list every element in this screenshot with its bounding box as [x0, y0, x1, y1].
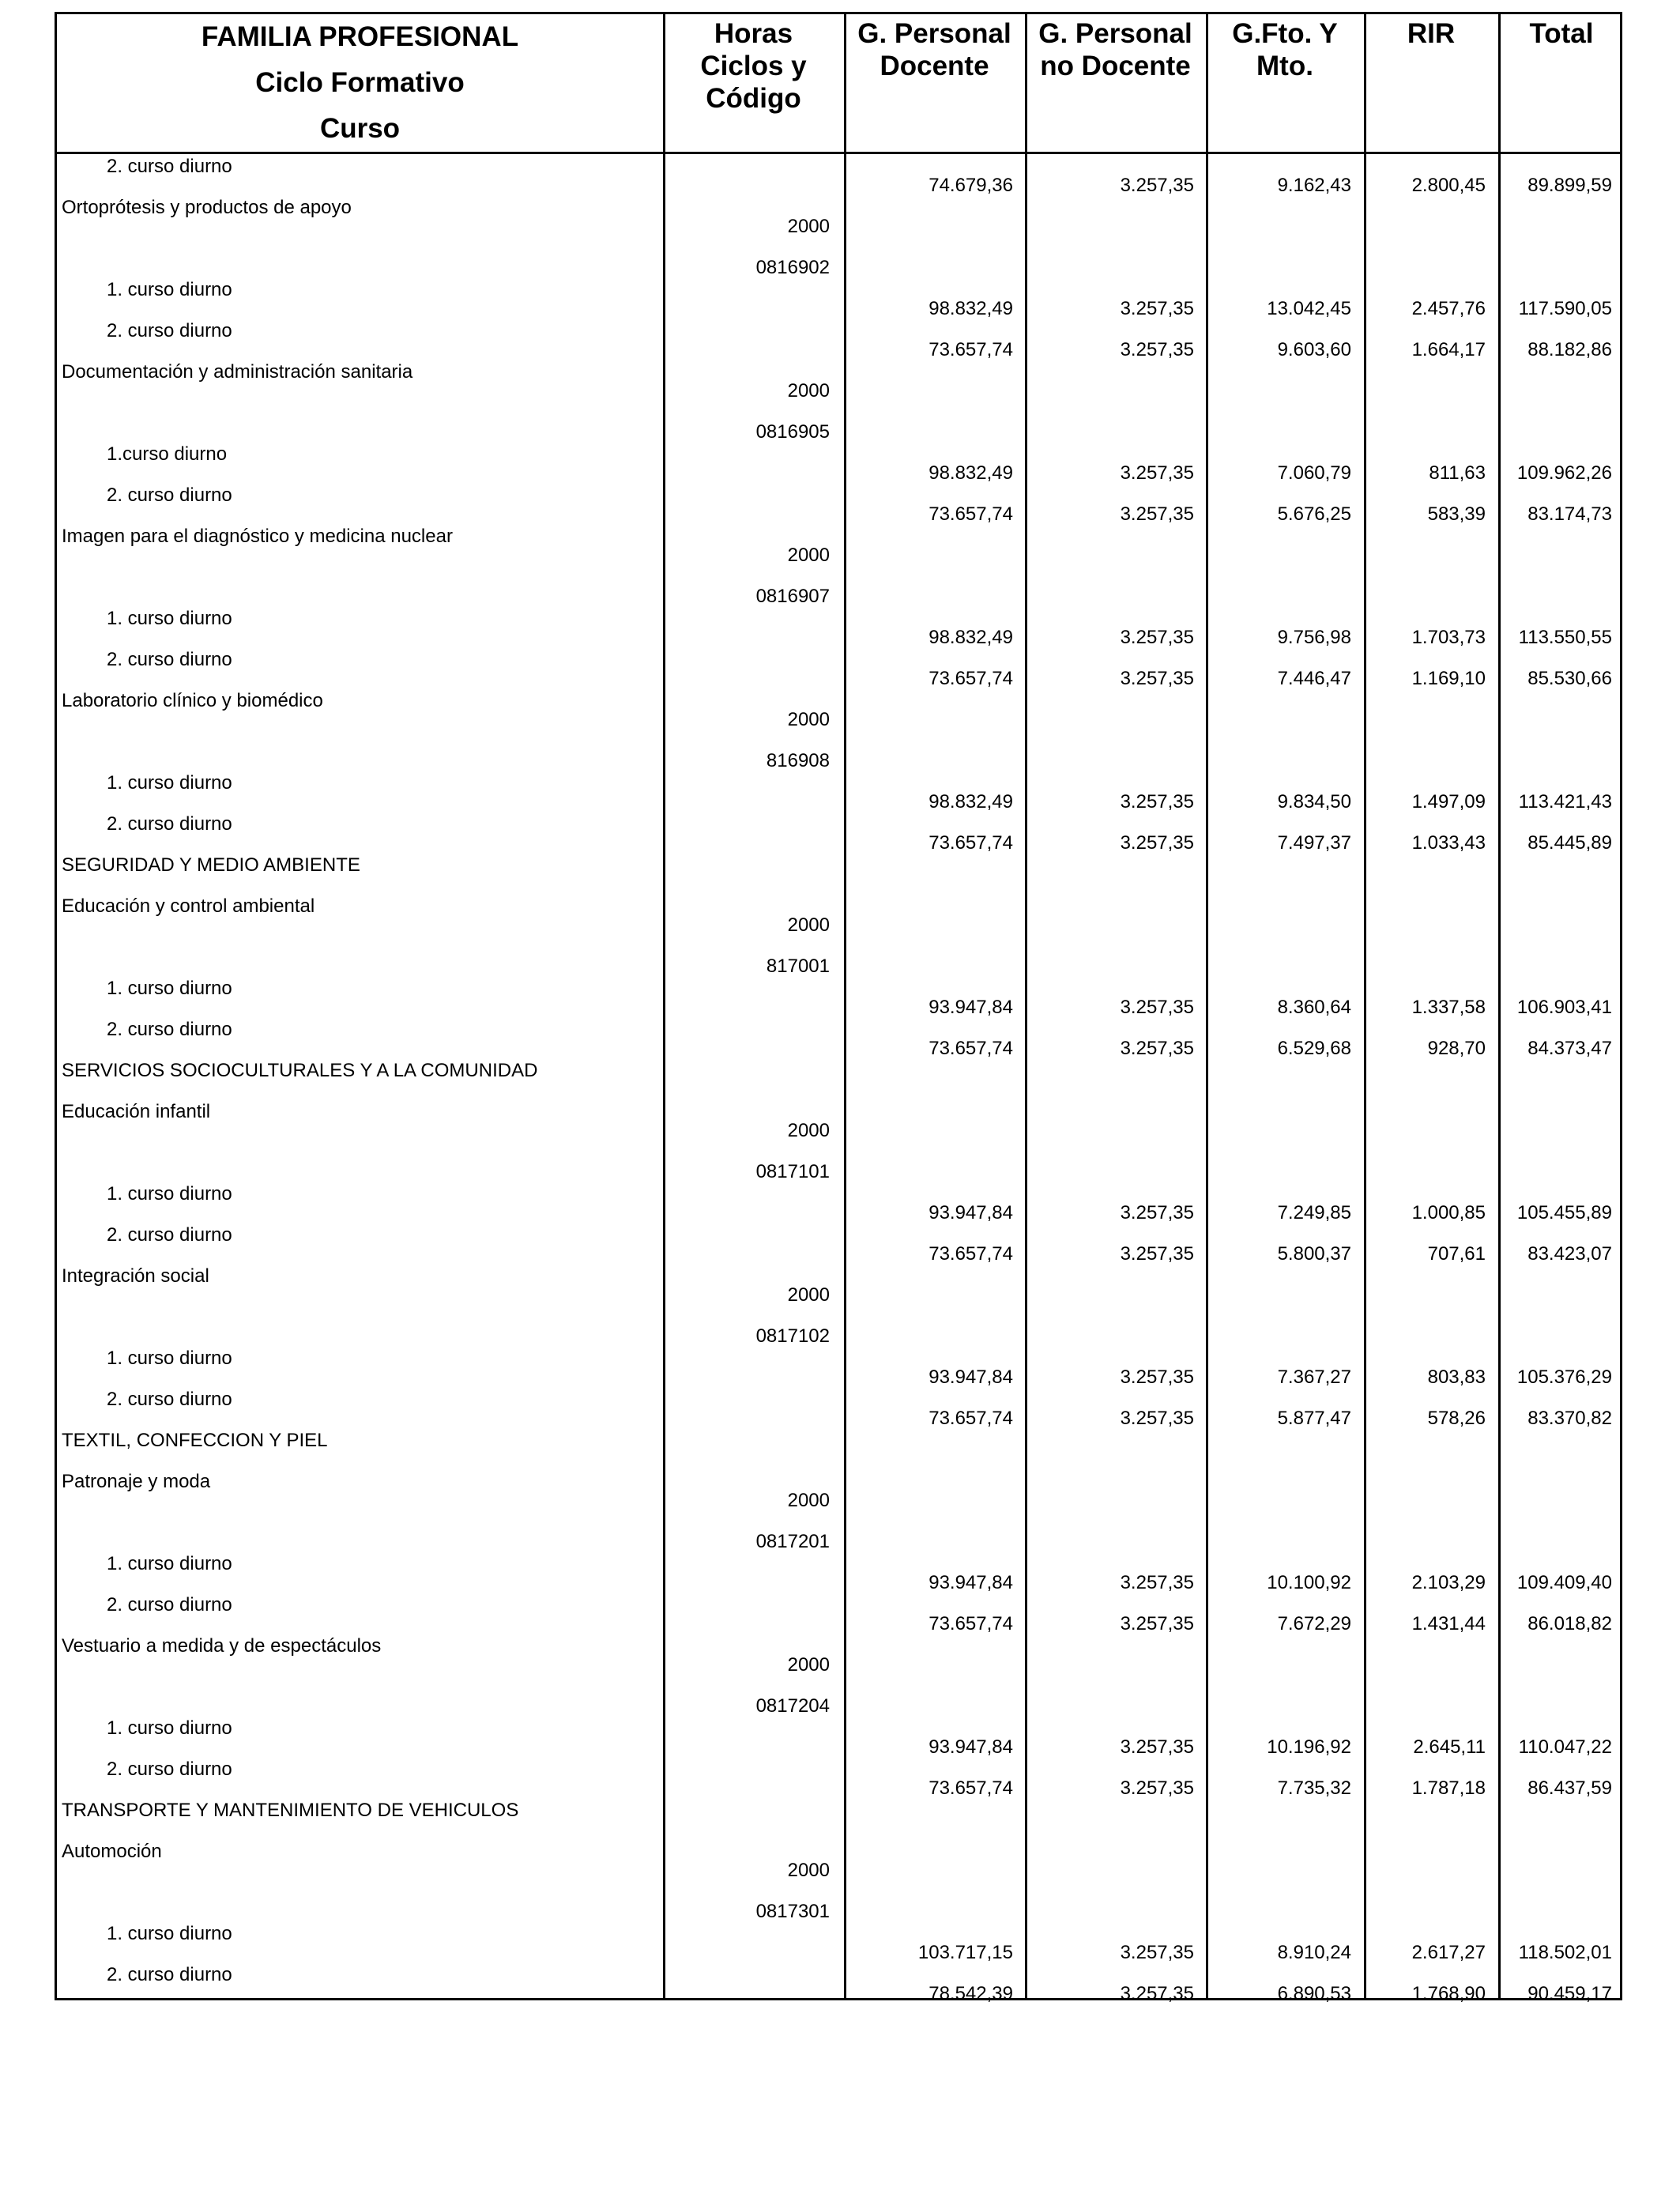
- header-line: Docente: [880, 51, 989, 81]
- ciclo-label: Integración social: [62, 1265, 209, 1287]
- header-line: Total: [1529, 18, 1594, 49]
- personal-docente-value: 73.657,74: [929, 668, 1013, 689]
- gfto-value: 9.162,43: [1277, 175, 1351, 196]
- curso-label: 2. curso diurno: [107, 1964, 232, 1985]
- familia-label: SERVICIOS SOCIOCULTURALES Y A LA COMUNIDAD: [62, 1060, 538, 1081]
- gfto-value: 8.360,64: [1277, 997, 1351, 1018]
- personal-no-docente-value: 3.257,35: [1120, 791, 1194, 812]
- total-value: 105.455,89: [1516, 1202, 1612, 1223]
- curso-label: 2. curso diurno: [107, 484, 232, 506]
- personal-no-docente-value: 3.257,35: [1120, 503, 1194, 525]
- personal-no-docente-value: 3.257,35: [1120, 1367, 1194, 1388]
- header-familia-line: FAMILIA PROFESIONAL: [201, 21, 519, 52]
- rir-value: 1.768,90: [1411, 1983, 1486, 2004]
- total-value: 86.018,82: [1527, 1613, 1612, 1634]
- header-total: [1498, 14, 1625, 152]
- rir-value: 811,63: [1429, 462, 1486, 484]
- ciclo-label: Patronaje y moda: [62, 1471, 211, 1492]
- total-value: 85.530,66: [1527, 668, 1612, 689]
- curso-label: 1. curso diurno: [107, 978, 232, 999]
- curso-label: 1. curso diurno: [107, 772, 232, 794]
- codigo-value: 817001: [766, 956, 830, 977]
- curso-label: 1. curso diurno: [107, 1183, 232, 1204]
- rir-value: 578,26: [1427, 1408, 1486, 1429]
- curso-label: 2. curso diurno: [107, 320, 232, 341]
- personal-docente-value: 98.832,49: [929, 627, 1013, 648]
- header-rir: [1364, 14, 1498, 152]
- total-value: 83.174,73: [1527, 503, 1612, 525]
- codigo-value: 0817101: [755, 1161, 830, 1182]
- header-line: Mto.: [1256, 51, 1313, 81]
- personal-docente-value: 93.947,84: [929, 1736, 1013, 1758]
- header-familia: [57, 14, 663, 152]
- header-divider: [57, 152, 1620, 154]
- gfto-value: 7.446,47: [1277, 668, 1351, 689]
- codigo-value: 0816905: [755, 421, 830, 443]
- rir-value: 1.033,43: [1411, 832, 1486, 854]
- total-value: 89.899,59: [1527, 175, 1612, 196]
- personal-no-docente-value: 3.257,35: [1120, 175, 1194, 196]
- rir-value: 2.103,29: [1411, 1572, 1486, 1593]
- total-value: 88.182,86: [1527, 339, 1612, 360]
- gfto-value: 6.529,68: [1277, 1038, 1351, 1059]
- ciclo-label: Educación infantil: [62, 1101, 211, 1122]
- personal-no-docente-value: 3.257,35: [1120, 668, 1194, 689]
- personal-no-docente-value: 3.257,35: [1120, 298, 1194, 319]
- rir-value: 1.703,73: [1411, 627, 1486, 648]
- total-value: 113.550,55: [1518, 627, 1612, 648]
- curso-label: 2. curso diurno: [107, 1389, 232, 1410]
- gfto-value: 9.603,60: [1277, 339, 1351, 360]
- total-value: 90.459,17: [1527, 1983, 1612, 2004]
- ciclo-label: Imagen para el diagnóstico y medicina nuclear: [62, 526, 453, 547]
- rir-value: 803,83: [1427, 1367, 1486, 1388]
- header-horas-line: Código: [706, 83, 801, 114]
- personal-docente-value: 73.657,74: [929, 1038, 1013, 1059]
- curso-label: 2. curso diurno: [107, 813, 232, 835]
- total-value: 118.502,01: [1518, 1942, 1612, 1963]
- codigo-value: 0816907: [755, 586, 830, 607]
- personal-docente-value: 78.542,39: [929, 1983, 1013, 2004]
- horas-value: 2000: [787, 1490, 830, 1511]
- curso-label: 1. curso diurno: [107, 1717, 232, 1739]
- header-line: RIR: [1407, 18, 1456, 49]
- total-value: 117.590,05: [1518, 298, 1612, 319]
- header-ciclo-line: Ciclo Formativo: [255, 67, 465, 98]
- header-line: G.Fto. Y: [1232, 18, 1338, 49]
- horas-value: 2000: [787, 1120, 830, 1141]
- personal-docente-value: 73.657,74: [929, 1613, 1013, 1634]
- personal-docente-value: 73.657,74: [929, 1408, 1013, 1429]
- familia-label: SEGURIDAD Y MEDIO AMBIENTE: [62, 854, 360, 876]
- header-horas-line: Ciclos y: [700, 51, 807, 81]
- codigo-value: 0817201: [755, 1531, 830, 1552]
- rir-value: 1.000,85: [1411, 1202, 1486, 1223]
- header-line: no Docente: [1040, 51, 1191, 81]
- personal-no-docente-value: 3.257,35: [1120, 339, 1194, 360]
- gfto-value: 5.676,25: [1277, 503, 1351, 525]
- personal-no-docente-value: 3.257,35: [1120, 462, 1194, 484]
- rir-value: 2.645,11: [1413, 1736, 1486, 1758]
- gfto-value: 7.367,27: [1277, 1367, 1351, 1388]
- curso-label: 1. curso diurno: [107, 279, 232, 300]
- rir-value: 1.787,18: [1411, 1777, 1486, 1799]
- curso-label: 1. curso diurno: [107, 1923, 232, 1944]
- personal-docente-value: 93.947,84: [929, 1202, 1013, 1223]
- header-personal-docente: [844, 14, 1025, 152]
- horas-value: 2000: [787, 1860, 830, 1881]
- rir-value: 707,61: [1427, 1243, 1486, 1265]
- budget-table: [55, 12, 1622, 2004]
- personal-docente-value: 98.832,49: [929, 791, 1013, 812]
- gfto-value: 10.100,92: [1267, 1572, 1351, 1593]
- personal-no-docente-value: 3.257,35: [1120, 997, 1194, 1018]
- total-value: 110.047,22: [1518, 1736, 1612, 1758]
- codigo-value: 816908: [766, 750, 830, 771]
- rir-value: 1.337,58: [1411, 997, 1486, 1018]
- horas-value: 2000: [787, 1284, 830, 1306]
- curso-label: 2. curso diurno: [107, 649, 232, 670]
- personal-no-docente-value: 3.257,35: [1120, 1983, 1194, 2004]
- gfto-value: 7.735,32: [1277, 1777, 1351, 1799]
- personal-no-docente-value: 3.257,35: [1120, 1613, 1194, 1634]
- total-value: 105.376,29: [1516, 1367, 1612, 1388]
- personal-no-docente-value: 3.257,35: [1120, 1408, 1194, 1429]
- total-value: 83.370,82: [1527, 1408, 1612, 1429]
- rir-value: 1.497,09: [1411, 791, 1486, 812]
- personal-no-docente-value: 3.257,35: [1120, 832, 1194, 854]
- personal-docente-value: 98.832,49: [929, 462, 1013, 484]
- curso-label: 2. curso diurno: [107, 1224, 232, 1246]
- personal-docente-value: 98.832,49: [929, 298, 1013, 319]
- ciclo-label: Ortoprótesis y productos de apoyo: [62, 197, 352, 218]
- personal-no-docente-value: 3.257,35: [1120, 1777, 1194, 1799]
- header-line: G. Personal: [1038, 18, 1192, 49]
- total-value: 109.962,26: [1516, 462, 1612, 484]
- total-value: 113.421,43: [1518, 791, 1612, 812]
- personal-no-docente-value: 3.257,35: [1120, 1202, 1194, 1223]
- total-value: 83.423,07: [1527, 1243, 1612, 1265]
- codigo-value: 0816902: [755, 257, 830, 278]
- personal-docente-value: 74.679,36: [929, 175, 1013, 196]
- codigo-value: 0817301: [755, 1901, 830, 1922]
- rir-value: 928,70: [1427, 1038, 1486, 1059]
- personal-no-docente-value: 3.257,35: [1120, 1942, 1194, 1963]
- header-horas-line: Horas: [714, 18, 793, 49]
- gfto-value: 8.910,24: [1277, 1942, 1351, 1963]
- personal-docente-value: 93.947,84: [929, 997, 1013, 1018]
- personal-no-docente-value: 3.257,35: [1120, 1736, 1194, 1758]
- curso-label: 1. curso diurno: [107, 608, 232, 629]
- header-line: G. Personal: [857, 18, 1011, 49]
- personal-docente-value: 73.657,74: [929, 1777, 1013, 1799]
- ciclo-label: Educación y control ambiental: [62, 895, 315, 917]
- personal-docente-value: 93.947,84: [929, 1367, 1013, 1388]
- horas-value: 2000: [787, 1654, 830, 1676]
- personal-docente-value: 73.657,74: [929, 503, 1013, 525]
- gfto-value: 9.834,50: [1277, 791, 1351, 812]
- header-curso-line: Curso: [319, 113, 401, 144]
- horas-value: 2000: [787, 914, 830, 936]
- header-gfto: [1206, 14, 1364, 152]
- total-value: 86.437,59: [1527, 1777, 1612, 1799]
- personal-docente-value: 73.657,74: [929, 1243, 1013, 1265]
- curso-label: 1.curso diurno: [107, 443, 228, 465]
- rir-value: 2.617,27: [1411, 1942, 1486, 1963]
- rir-value: 2.800,45: [1411, 175, 1486, 196]
- personal-no-docente-value: 3.257,35: [1120, 1038, 1194, 1059]
- gfto-value: 6.890,53: [1277, 1983, 1351, 2004]
- rir-value: 1.431,44: [1411, 1613, 1486, 1634]
- ciclo-label: Documentación y administración sanitaria: [62, 361, 413, 383]
- personal-docente-value: 103.717,15: [917, 1942, 1013, 1963]
- curso-label: 1. curso diurno: [107, 1348, 232, 1369]
- gfto-value: 7.249,85: [1277, 1202, 1351, 1223]
- codigo-value: 0817204: [755, 1695, 830, 1717]
- gfto-value: 7.060,79: [1277, 462, 1351, 484]
- horas-value: 2000: [787, 216, 830, 237]
- gfto-value: 7.497,37: [1277, 832, 1351, 854]
- personal-docente-value: 73.657,74: [929, 832, 1013, 854]
- header-horas: [663, 14, 844, 152]
- personal-docente-value: 73.657,74: [929, 339, 1013, 360]
- rir-value: 583,39: [1427, 503, 1486, 525]
- personal-docente-value: 93.947,84: [929, 1572, 1013, 1593]
- gfto-value: 7.672,29: [1277, 1613, 1351, 1634]
- rir-value: 2.457,76: [1411, 298, 1486, 319]
- personal-no-docente-value: 3.257,35: [1120, 1243, 1194, 1265]
- familia-label: TEXTIL, CONFECCION Y PIEL: [62, 1430, 328, 1451]
- total-value: 85.445,89: [1527, 832, 1612, 854]
- ciclo-label: Vestuario a medida y de espectáculos: [62, 1635, 382, 1657]
- curso-label: 1. curso diurno: [107, 1553, 232, 1574]
- horas-value: 2000: [787, 545, 830, 566]
- horas-value: 2000: [787, 380, 830, 401]
- curso-label: 2. curso diurno: [107, 156, 232, 177]
- ciclo-label: Automoción: [62, 1841, 162, 1862]
- gfto-value: 5.877,47: [1277, 1408, 1351, 1429]
- rir-value: 1.169,10: [1411, 668, 1486, 689]
- rir-value: 1.664,17: [1411, 339, 1486, 360]
- total-value: 106.903,41: [1516, 997, 1612, 1018]
- gfto-value: 5.800,37: [1277, 1243, 1351, 1265]
- ciclo-label: Laboratorio clínico y biomédico: [62, 690, 323, 711]
- familia-label: TRANSPORTE Y MANTENIMIENTO DE VEHICULOS: [62, 1800, 519, 1821]
- gfto-value: 13.042,45: [1267, 298, 1351, 319]
- curso-label: 2. curso diurno: [107, 1594, 232, 1615]
- curso-label: 2. curso diurno: [107, 1759, 232, 1780]
- horas-value: 2000: [787, 709, 830, 730]
- total-value: 84.373,47: [1527, 1038, 1612, 1059]
- personal-no-docente-value: 3.257,35: [1120, 627, 1194, 648]
- gfto-value: 10.196,92: [1267, 1736, 1351, 1758]
- personal-no-docente-value: 3.257,35: [1120, 1572, 1194, 1593]
- curso-label: 2. curso diurno: [107, 1019, 232, 1040]
- codigo-value: 0817102: [755, 1325, 830, 1347]
- total-value: 109.409,40: [1516, 1572, 1612, 1593]
- header-personal-no-docente: [1025, 14, 1206, 152]
- gfto-value: 9.756,98: [1277, 627, 1351, 648]
